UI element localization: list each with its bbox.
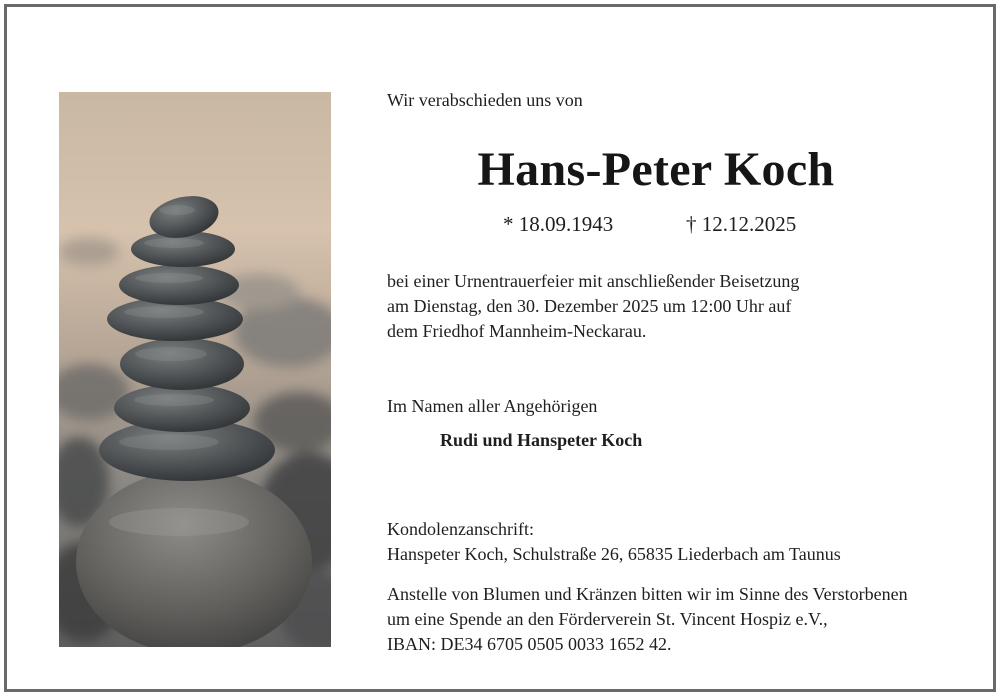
condolence-line: Kondolenzanschrift:: [387, 519, 534, 539]
donation-line: IBAN: DE34 6705 0505 0033 1652 42.: [387, 634, 672, 654]
service-line: dem Friedhof Mannheim-Neckarau.: [387, 321, 647, 341]
death-date: † 12.12.2025: [686, 212, 797, 236]
family-intro: Im Namen aller Angehörigen: [387, 396, 598, 416]
condolence-line: Hanspeter Koch, Schulstraße 26, 65835 Liederbach am Taunus: [387, 544, 841, 564]
deceased-name: Hans-Peter Koch: [477, 143, 835, 196]
birth-date: * 18.09.1943: [503, 212, 614, 236]
donation-request: [387, 582, 908, 657]
donation-line: Anstelle von Blumen und Kränzen bitten wir im Sinne des Verstorbenen: [387, 584, 908, 604]
condolence-address: [387, 517, 841, 567]
service-line: bei einer Urnentrauerfeier mit anschließender Beisetzung: [387, 271, 800, 291]
service-line: am Dienstag, den 30. Dezember 2025 um 12:00 Uhr auf: [387, 296, 792, 316]
donation-line: um eine Spende an den Förderverein St. Vincent Hospiz e.V.,: [387, 609, 828, 629]
intro-text: Wir verabschieden uns von: [387, 90, 583, 110]
service-details: [387, 269, 799, 344]
family-names: Rudi und Hanspeter Koch: [440, 430, 643, 450]
stacked-stones-image: [59, 92, 331, 647]
